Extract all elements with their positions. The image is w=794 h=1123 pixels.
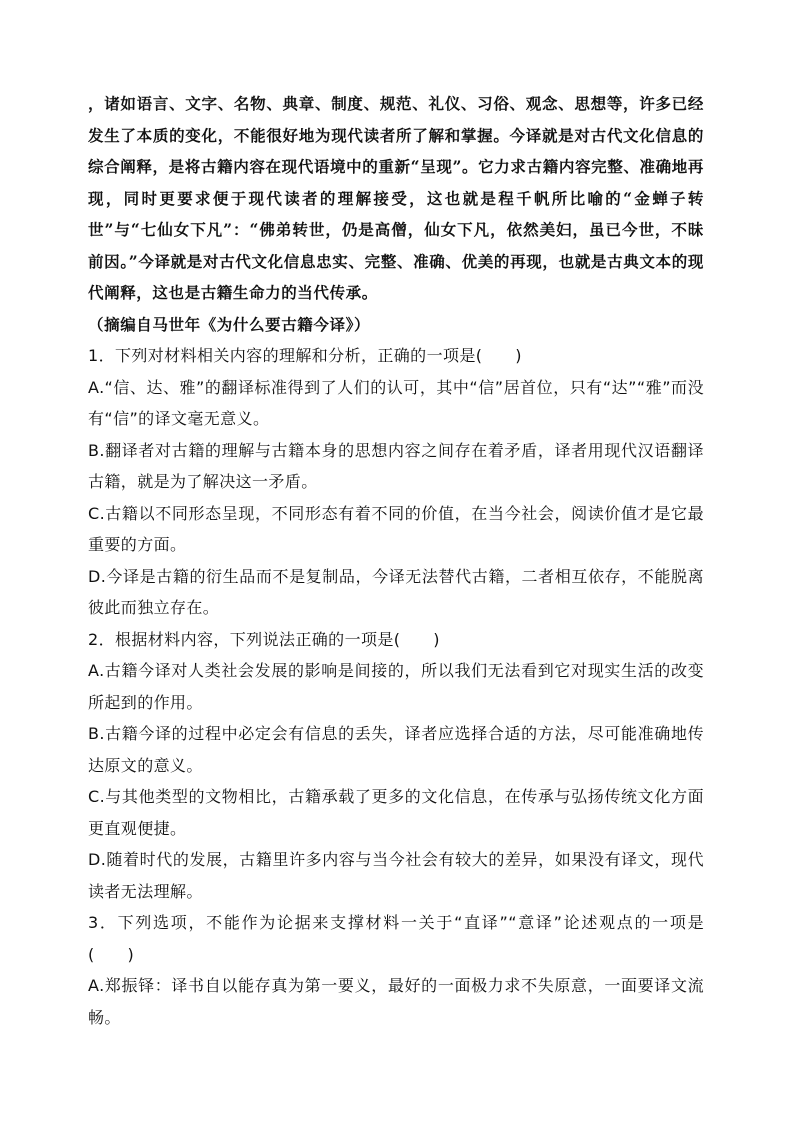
question-1-option-d: D.今译是古籍的衍生品而不是复制品，今译无法替代古籍，二者相互依存，不能脱离彼此而独立存在。 <box>88 566 704 617</box>
question-1-stem: 1．下列对材料相关内容的理解和分析，正确的一项是( ) <box>88 346 522 365</box>
question-2-stem: 2．根据材料内容，下列说法正确的一项是( ) <box>88 629 440 649</box>
question-2-option-b: B.古籍今译的过程中必定会有信息的丢失，译者应选择合适的方法，尽可能准确地传达原文的意义。 <box>88 724 704 775</box>
question-list <box>88 340 704 1033</box>
question-3-option-a: A.郑振铎：译书自以能存真为第一要义，最好的一面极力求不失原意，一面要译文流畅。 <box>88 976 704 1027</box>
question-3-stem: 3．下列选项，不能作为论据来支撑材料一关于“直译”“意译”论述观点的一项是( ) <box>88 913 704 964</box>
question-2-option-a: A.古籍今译对人类社会发展的影响是间接的，所以我们无法看到它对现实生活的改变所起到的作用。 <box>88 661 704 712</box>
question-2-option-d: D.随着时代的发展，古籍里许多内容与当今社会有较大的差异，如果没有译文，现代读者无法理解。 <box>88 850 704 901</box>
passage-paragraph: ，诸如语言、文字、名物、典章、制度、规范、礼仪、习俗、观念、思想等，许多已经发生了本质的变化，不能很好地为现代读者所了解和掌握。今译就是对古代文化信息的综合阐释，是将古籍内容在现代语境中的重新“呈现”。它力求古籍内容完整、准确地再现，同时更要求便于现代读者的理解接受，这也就是程千帆所比喻的“金蝉子转世”与“七仙女下凡”：“佛弟转世，仍是高僧，仙女下凡，依然美妇，虽已今世，不昧前因。”今译就是对古代文化信息忠实、完整、准确、优美的再现，也就是古典文本的现代阐释，这也是古籍生命力的当代传承。 <box>88 94 704 302</box>
question-1-option-b: B.翻译者对古籍的理解与古籍本身的思想内容之间存在着矛盾，译者用现代汉语翻译古籍，就是为了解决这一矛盾。 <box>88 440 704 491</box>
reading-passage <box>88 88 704 340</box>
passage-source: （摘编自马世年《为什么要古籍今译》） <box>88 314 371 334</box>
document-page <box>88 88 704 1033</box>
question-1-option-c: C.古籍以不同形态呈现，不同形态有着不同的价值，在当今社会，阅读价值才是它最重要的方面。 <box>88 503 704 554</box>
question-2-option-c: C.与其他类型的文物相比，古籍承载了更多的文化信息，在传承与弘扬传统文化方面更直观便捷。 <box>88 787 704 838</box>
question-1-option-a: A.“信、达、雅”的翻译标准得到了人们的认可，其中“信”居首位，只有“达”“雅”而没有“信”的译文毫无意义。 <box>88 377 704 428</box>
